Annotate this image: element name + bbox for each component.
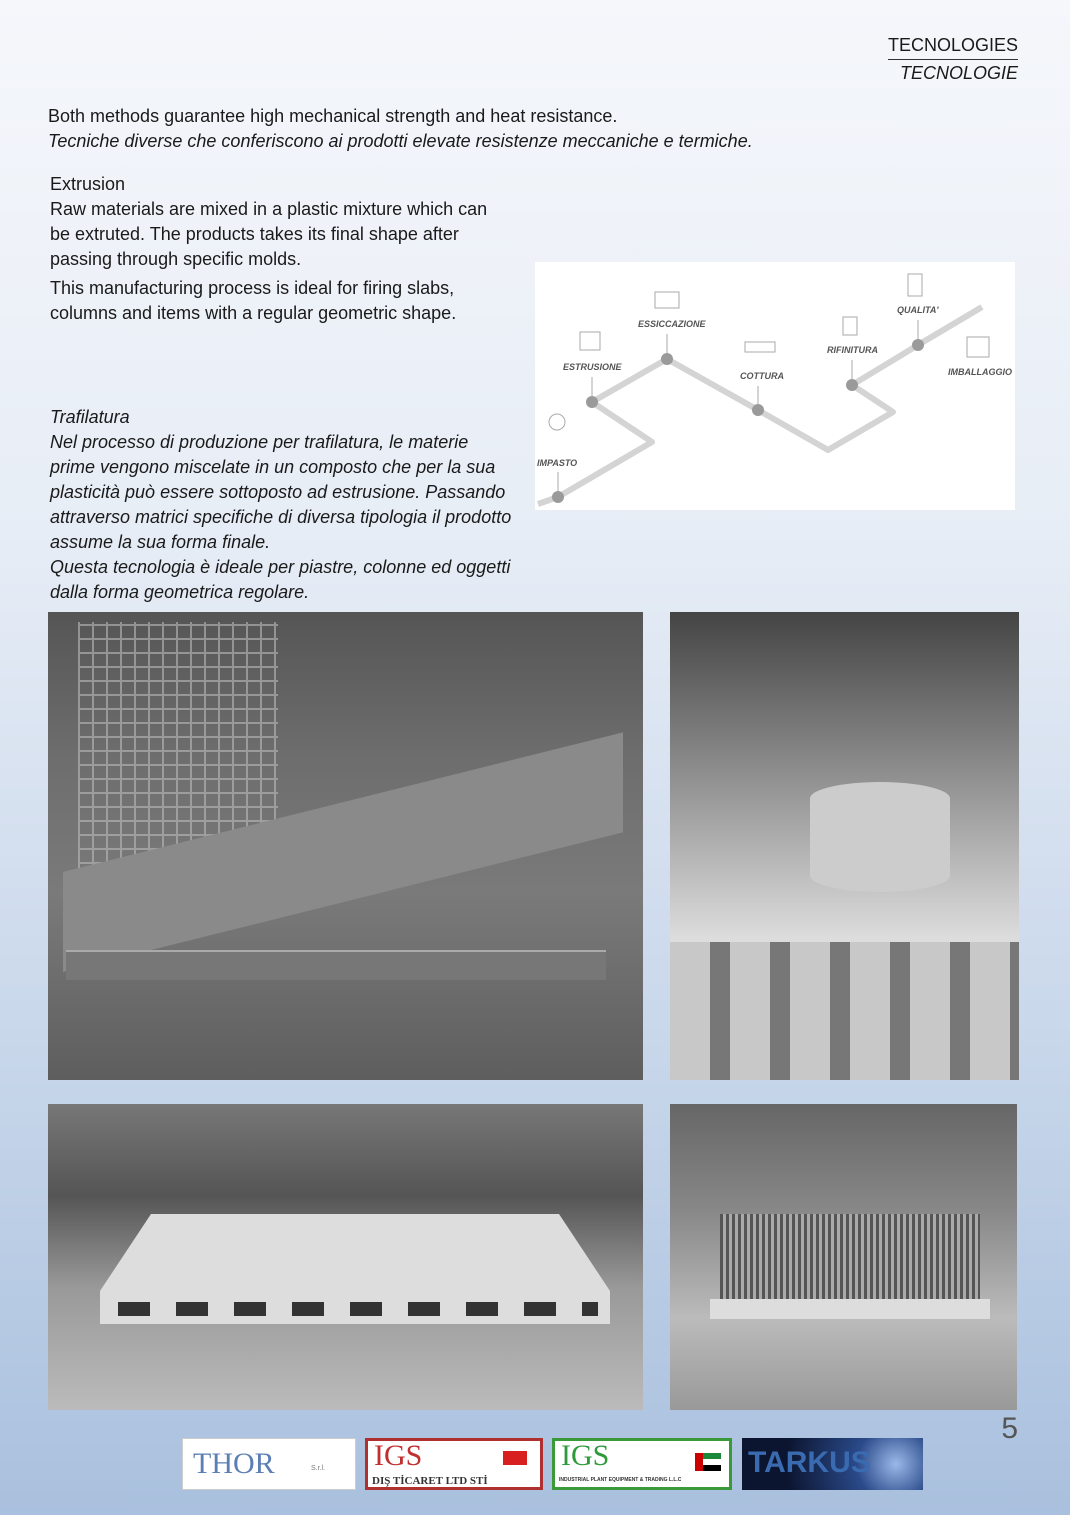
step-label: COTTURA	[740, 371, 784, 381]
trafilatura-line: prime vengono miscelate in un composto che per la sua	[50, 457, 496, 477]
step-label: ESTRUSIONE	[563, 362, 622, 372]
trafilatura-line: Nel processo di produzione per trafilatura, le materie	[50, 432, 469, 452]
trafilatura-title: Trafilatura	[50, 407, 130, 427]
extrusion-p1-0: Raw materials are mixed in a plastic mixture which can	[50, 199, 488, 219]
node-estrusione	[586, 396, 598, 408]
step-icons	[549, 274, 989, 430]
kiln-icon	[745, 342, 775, 352]
trafilatura-line: dalla forma geometrica regolare.	[50, 582, 310, 602]
logo-igs-uae: IGS INDUSTRIAL PLANT EQUIPMENT & TRADING L.L.C	[552, 1438, 732, 1490]
extruder-icon	[580, 332, 600, 350]
trafilatura-line: attraverso matrici specifiche di diversa tipologia il prodotto	[50, 507, 512, 527]
extrusion-section	[50, 172, 487, 326]
logo-igs-turkey: IGS DIŞ TİCARET LTD STİ	[365, 1438, 543, 1490]
extrusion-p2-1: columns and items with a regular geometric shape.	[50, 303, 457, 323]
header-en: TECNOLOGIES	[888, 32, 1018, 60]
trafilatura-line: plasticità può essere sottoposto ad estrusione. Passando	[50, 482, 506, 502]
quality-icon	[908, 274, 922, 296]
step-label: ESSICCAZIONE	[638, 319, 706, 329]
page-number: 5	[1001, 1412, 1018, 1445]
turkey-flag-icon	[503, 1451, 527, 1465]
extrusion-title: Extrusion	[50, 174, 126, 194]
photo-perforated-slab	[48, 1104, 643, 1410]
photo-extruded-slab	[48, 612, 643, 1080]
extrusion-p1-1: be extruted. The products takes its final shape after	[50, 224, 459, 244]
step-label: IMBALLAGGIO	[948, 367, 1012, 377]
section-header	[888, 32, 1018, 86]
mixture-icon	[549, 414, 565, 430]
trafilatura-line: assume la sua forma finale.	[50, 532, 271, 552]
header-it: TECNOLOGIE	[899, 63, 1018, 83]
uae-flag-icon	[695, 1453, 721, 1471]
node-impasto	[552, 491, 564, 503]
step-label: QUALITA'	[897, 305, 939, 315]
intro	[48, 104, 753, 154]
trafilatura-line: Questa tecnologia è ideale per piastre, colonne ed oggetti	[50, 557, 511, 577]
finishing-icon	[843, 317, 857, 335]
trafilatura-section	[50, 405, 511, 605]
intro-it: Tecniche diverse che conferiscono ai prodotti elevate resistenze meccaniche e termiche.	[48, 131, 753, 151]
node-qualita	[912, 339, 924, 351]
logo-tarkus: TARKUS	[742, 1438, 923, 1490]
photo-drilling	[670, 612, 1019, 1080]
node-essiccazione	[661, 353, 673, 365]
process-diagram	[535, 262, 1015, 510]
extrusion-p1-2: passing through specific molds.	[50, 249, 302, 269]
logo-thor: THOR S.r.l.	[182, 1438, 356, 1490]
node-rifinitura	[846, 379, 858, 391]
dryer-icon	[655, 292, 679, 308]
step-label: IMPASTO	[537, 458, 578, 468]
step-label: RIFINITURA	[827, 345, 878, 355]
extrusion-p2-0: This manufacturing process is ideal for firing slabs,	[50, 278, 455, 298]
node-cottura	[752, 404, 764, 416]
packing-icon	[967, 337, 989, 357]
photo-kiln-car	[670, 1104, 1017, 1410]
intro-en: Both methods guarantee high mechanical strength and heat resistance.	[48, 106, 618, 126]
